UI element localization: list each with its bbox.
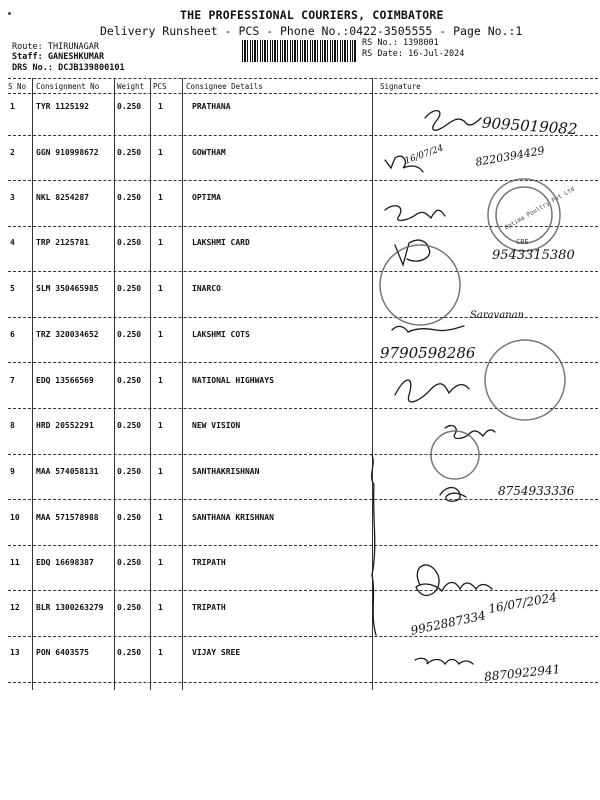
row-sno: 10 [10, 513, 20, 522]
signature-scribble [385, 206, 445, 221]
signature-scribble [392, 326, 464, 332]
drs-value: DCJB139800101 [58, 63, 125, 73]
row-pcs: 1 [158, 376, 163, 385]
stamp-text: Optima Poultry Pvt Ltd [503, 185, 576, 232]
row-consignment-no: EDQ 16698387 [36, 558, 94, 567]
row-consignee: TRIPATH [192, 558, 226, 567]
row-pcs: 1 [158, 603, 163, 612]
company-title: THE PROFESSIONAL COURIERS, COIMBATORE [180, 8, 444, 22]
col-header-weight: Weight [117, 82, 145, 91]
row-consignment-no: GGN 910998672 [36, 148, 99, 157]
handwritten-date: 16/07/24 [403, 143, 445, 167]
row-pcs: 1 [158, 421, 163, 430]
row-consignee: LAKSHMI CARD [192, 238, 250, 247]
row-consignee: SANTHANA KRISHNAN [192, 513, 274, 522]
row-pcs: 1 [158, 558, 163, 567]
row-sno: 1 [10, 102, 15, 111]
row-sno: 5 [10, 284, 15, 293]
row-sno: 8 [10, 421, 15, 430]
row-consignee: GOWTHAM [192, 148, 226, 157]
row-weight: 0.250 [117, 648, 142, 657]
row-consignee: PRATHANA [192, 102, 231, 111]
rs-date-value: 16-Jul-2024 [408, 49, 465, 59]
pen-stroke [372, 455, 376, 635]
row-consignment-no: NKL 8254287 [36, 193, 89, 202]
row-weight: 0.250 [117, 513, 142, 522]
signature-scribble [415, 658, 473, 664]
row-consignment-no: EDQ 13566569 [36, 376, 94, 385]
row-sno: 9 [10, 467, 15, 476]
row-pcs: 1 [158, 284, 163, 293]
row-weight: 0.250 [117, 238, 142, 247]
rs-date-label: RS Date: [362, 49, 403, 59]
row-consignment-no: PON 6403575 [36, 648, 89, 657]
row-pcs: 1 [158, 467, 163, 476]
row-weight: 0.250 [117, 376, 142, 385]
faded-stamp [485, 340, 565, 420]
row-consignment-no: MAA 574058131 [36, 467, 99, 476]
faded-stamp [380, 245, 460, 325]
row-consignment-no: SLM 350465985 [36, 284, 99, 293]
handwritten-phone: 8870922941 [483, 662, 561, 684]
row-sno: 3 [10, 193, 15, 202]
rs-no-value: 1398001 [402, 38, 439, 48]
row-consignee: LAKSHMI COTS [192, 330, 250, 339]
row-consignment-no: TYR 1125192 [36, 102, 89, 111]
row-consignee: NEW VISION [192, 421, 241, 430]
col-header-sno: S No [8, 82, 27, 91]
stamp-text: CBE [516, 238, 529, 246]
route-label: Route: [12, 42, 43, 52]
row-sno: 4 [10, 238, 15, 247]
row-pcs: 1 [158, 102, 163, 111]
signature-scribble [425, 111, 481, 131]
row-consignment-no: BLR 1300263279 [36, 603, 104, 612]
row-sno: 13 [10, 648, 20, 657]
rs-no-label: RS No.: [362, 38, 398, 48]
handwritten-phone: 8754933336 [498, 484, 575, 498]
handwritten-phone: 9543315380 [492, 248, 575, 263]
row-consignee: VIJAY SREE [192, 648, 241, 657]
row-consignee: INARCO [192, 284, 221, 293]
signature-scribble [416, 565, 492, 595]
row-pcs: 1 [158, 148, 163, 157]
row-weight: 0.250 [117, 603, 142, 612]
runsheet-subtitle: Delivery Runsheet - PCS - Phone No.:0422-3505555 - Page No.:1 [100, 24, 523, 38]
row-weight: 0.250 [117, 421, 142, 430]
row-consignment-no: HRD 20552291 [36, 421, 94, 430]
row-sno: 7 [10, 376, 15, 385]
row-consignment-no: TRZ 320034652 [36, 330, 99, 339]
row-sno: 2 [10, 148, 15, 157]
row-pcs: 1 [158, 330, 163, 339]
row-weight: 0.250 [117, 330, 142, 339]
col-header-signature: Signature [380, 82, 421, 91]
scan-speck [8, 12, 11, 15]
row-pcs: 1 [158, 513, 163, 522]
row-sno: 6 [10, 330, 15, 339]
row-weight: 0.250 [117, 193, 142, 202]
row-weight: 0.250 [117, 284, 142, 293]
handwritten-phone: 9790598286 [380, 344, 476, 362]
signature-scribble [440, 488, 466, 502]
row-consignment-no: TRP 2125781 [36, 238, 89, 247]
row-weight: 0.250 [117, 467, 142, 476]
signature-scribble [395, 380, 469, 402]
staff-value: GANESHKUMAR [47, 52, 105, 62]
handwritten-phone: 9095019082 [481, 113, 578, 139]
handwritten-phone: 9952887334 [409, 608, 487, 638]
row-weight: 0.250 [117, 102, 142, 111]
route-value: THIRUNAGAR [47, 42, 100, 52]
drs-label: DRS No.: [12, 63, 53, 73]
signature-scribble [395, 240, 430, 265]
row-consignee: NATIONAL HIGHWAYS [192, 376, 274, 385]
col-header-pcs: PCS [153, 82, 167, 91]
row-pcs: 1 [158, 193, 163, 202]
row-consignee: OPTIMA [192, 193, 221, 202]
row-weight: 0.250 [117, 148, 142, 157]
row-sno: 11 [10, 558, 20, 567]
row-pcs: 1 [158, 648, 163, 657]
row-weight: 0.250 [117, 558, 142, 567]
col-header-consignee: Consignee Details [186, 82, 263, 91]
row-consignment-no: MAA 571578988 [36, 513, 99, 522]
handwritten-phone: 8220394429 [474, 144, 546, 169]
row-consignee: TRIPATH [192, 603, 226, 612]
row-sno: 12 [10, 603, 20, 612]
col-header-consignment: Consignment No [36, 82, 100, 91]
staff-label: Staff: [12, 52, 43, 62]
handwritten-date: 16/07/2024 [487, 590, 558, 616]
row-consignee: SANTHAKRISHNAN [192, 467, 260, 476]
handwritten-name: Saravanan [470, 310, 525, 321]
row-pcs: 1 [158, 238, 163, 247]
